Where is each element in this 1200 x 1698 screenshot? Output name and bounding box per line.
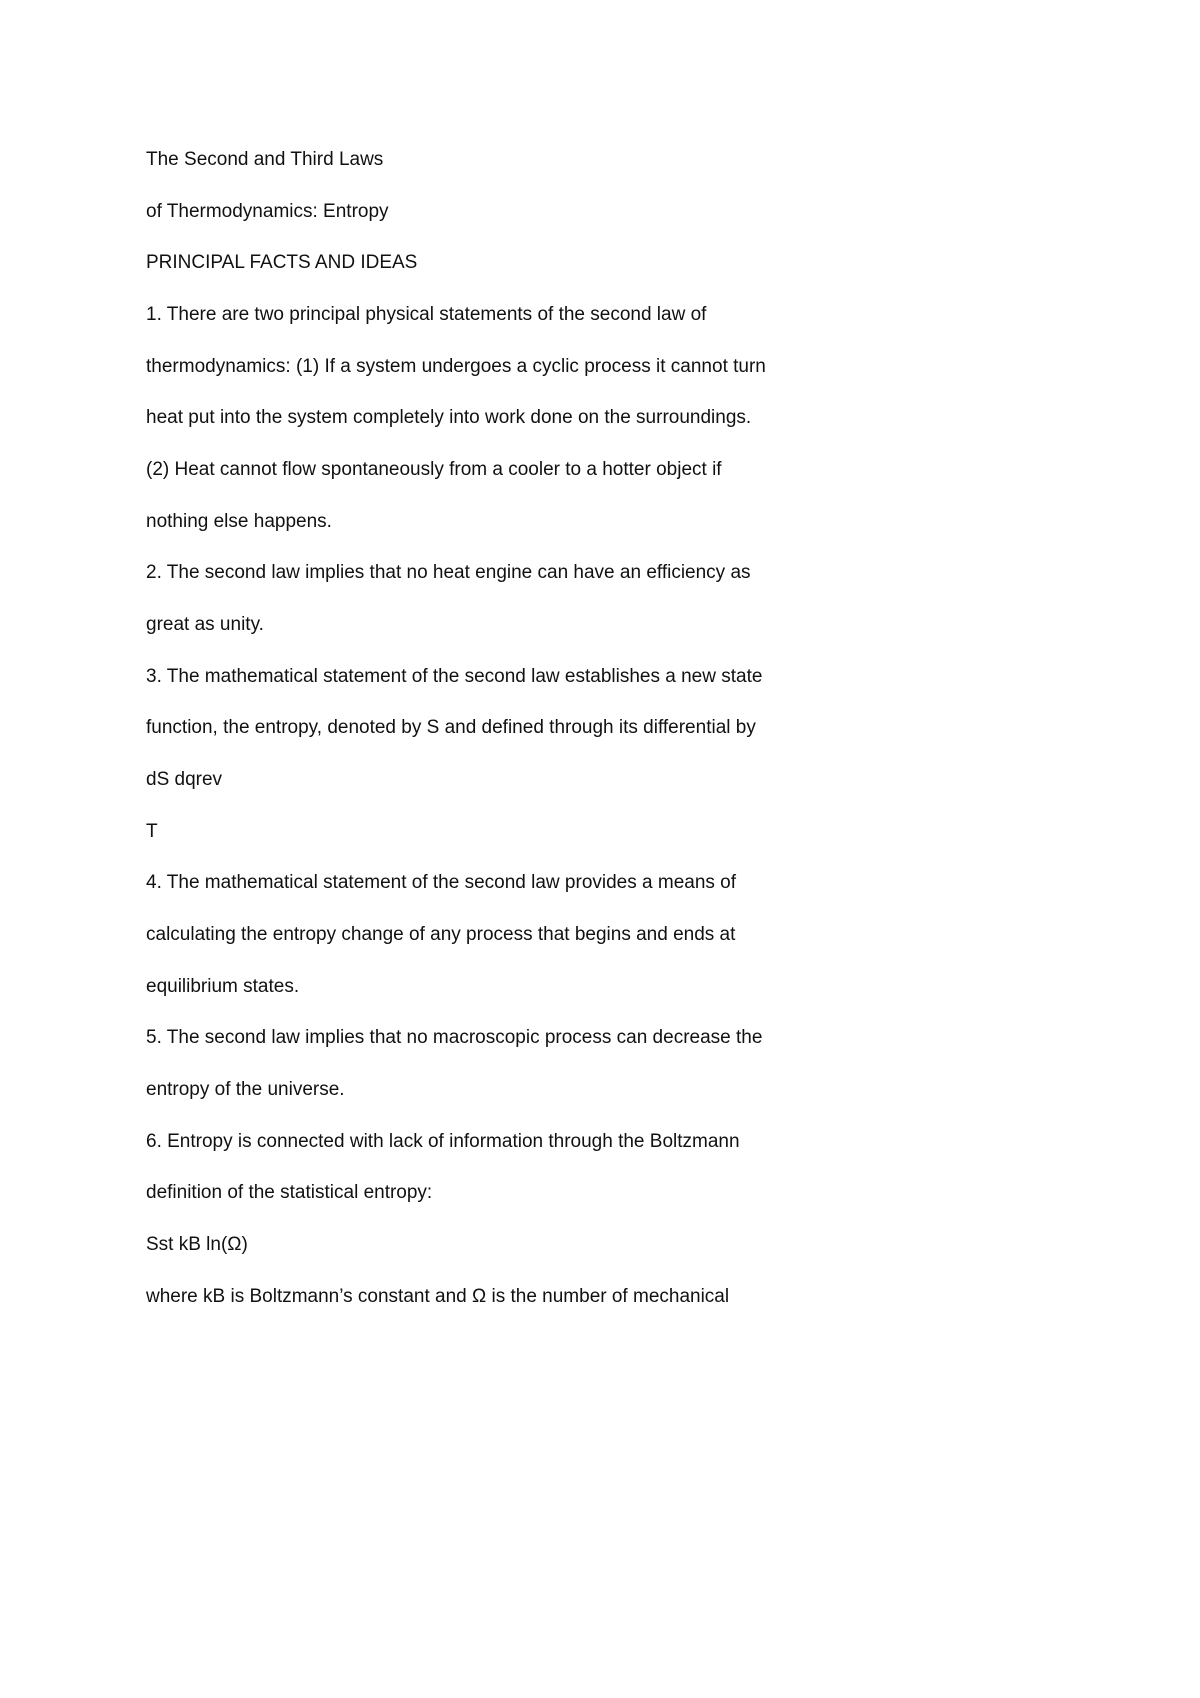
section-heading: PRINCIPAL FACTS AND IDEAS bbox=[146, 252, 418, 273]
text-line: calculating the entropy change of any process that begins and ends at bbox=[146, 924, 736, 945]
text-line: 5. The second law implies that no macroscopic process can decrease the bbox=[146, 1027, 763, 1048]
text-line: nothing else happens. bbox=[146, 511, 332, 532]
text-line: definition of the statistical entropy: bbox=[146, 1182, 433, 1203]
text-line: 4. The mathematical statement of the second law provides a means of bbox=[146, 872, 737, 893]
text-line: equilibrium states. bbox=[146, 976, 300, 997]
document-title-line-2: of Thermodynamics: Entropy bbox=[146, 201, 389, 222]
text-line: thermodynamics: (1) If a system undergoes a cyclic process it cannot turn bbox=[146, 356, 766, 377]
equation-line: T bbox=[146, 821, 158, 842]
text-line: heat put into the system completely into work done on the surroundings. bbox=[146, 407, 752, 428]
text-line: 6. Entropy is connected with lack of information through the Boltzmann bbox=[146, 1131, 740, 1152]
equation-line: Sst kB ln(Ω) bbox=[146, 1234, 248, 1255]
text-line: entropy of the universe. bbox=[146, 1079, 345, 1100]
equation-line: dS dqrev bbox=[146, 769, 223, 790]
text-line: 1. There are two principal physical statements of the second law of bbox=[146, 304, 707, 325]
text-line: 2. The second law implies that no heat engine can have an efficiency as bbox=[146, 562, 751, 583]
document-title-line-1: The Second and Third Laws bbox=[146, 149, 384, 170]
text-line: great as unity. bbox=[146, 614, 264, 635]
text-line: 3. The mathematical statement of the second law establishes a new state bbox=[146, 666, 763, 687]
text-line: (2) Heat cannot flow spontaneously from a cooler to a hotter object if bbox=[146, 459, 722, 480]
text-line: where kB is Boltzmann’s constant and Ω is the number of mechanical bbox=[146, 1286, 730, 1307]
text-line: function, the entropy, denoted by S and defined through its differential by bbox=[146, 717, 756, 738]
